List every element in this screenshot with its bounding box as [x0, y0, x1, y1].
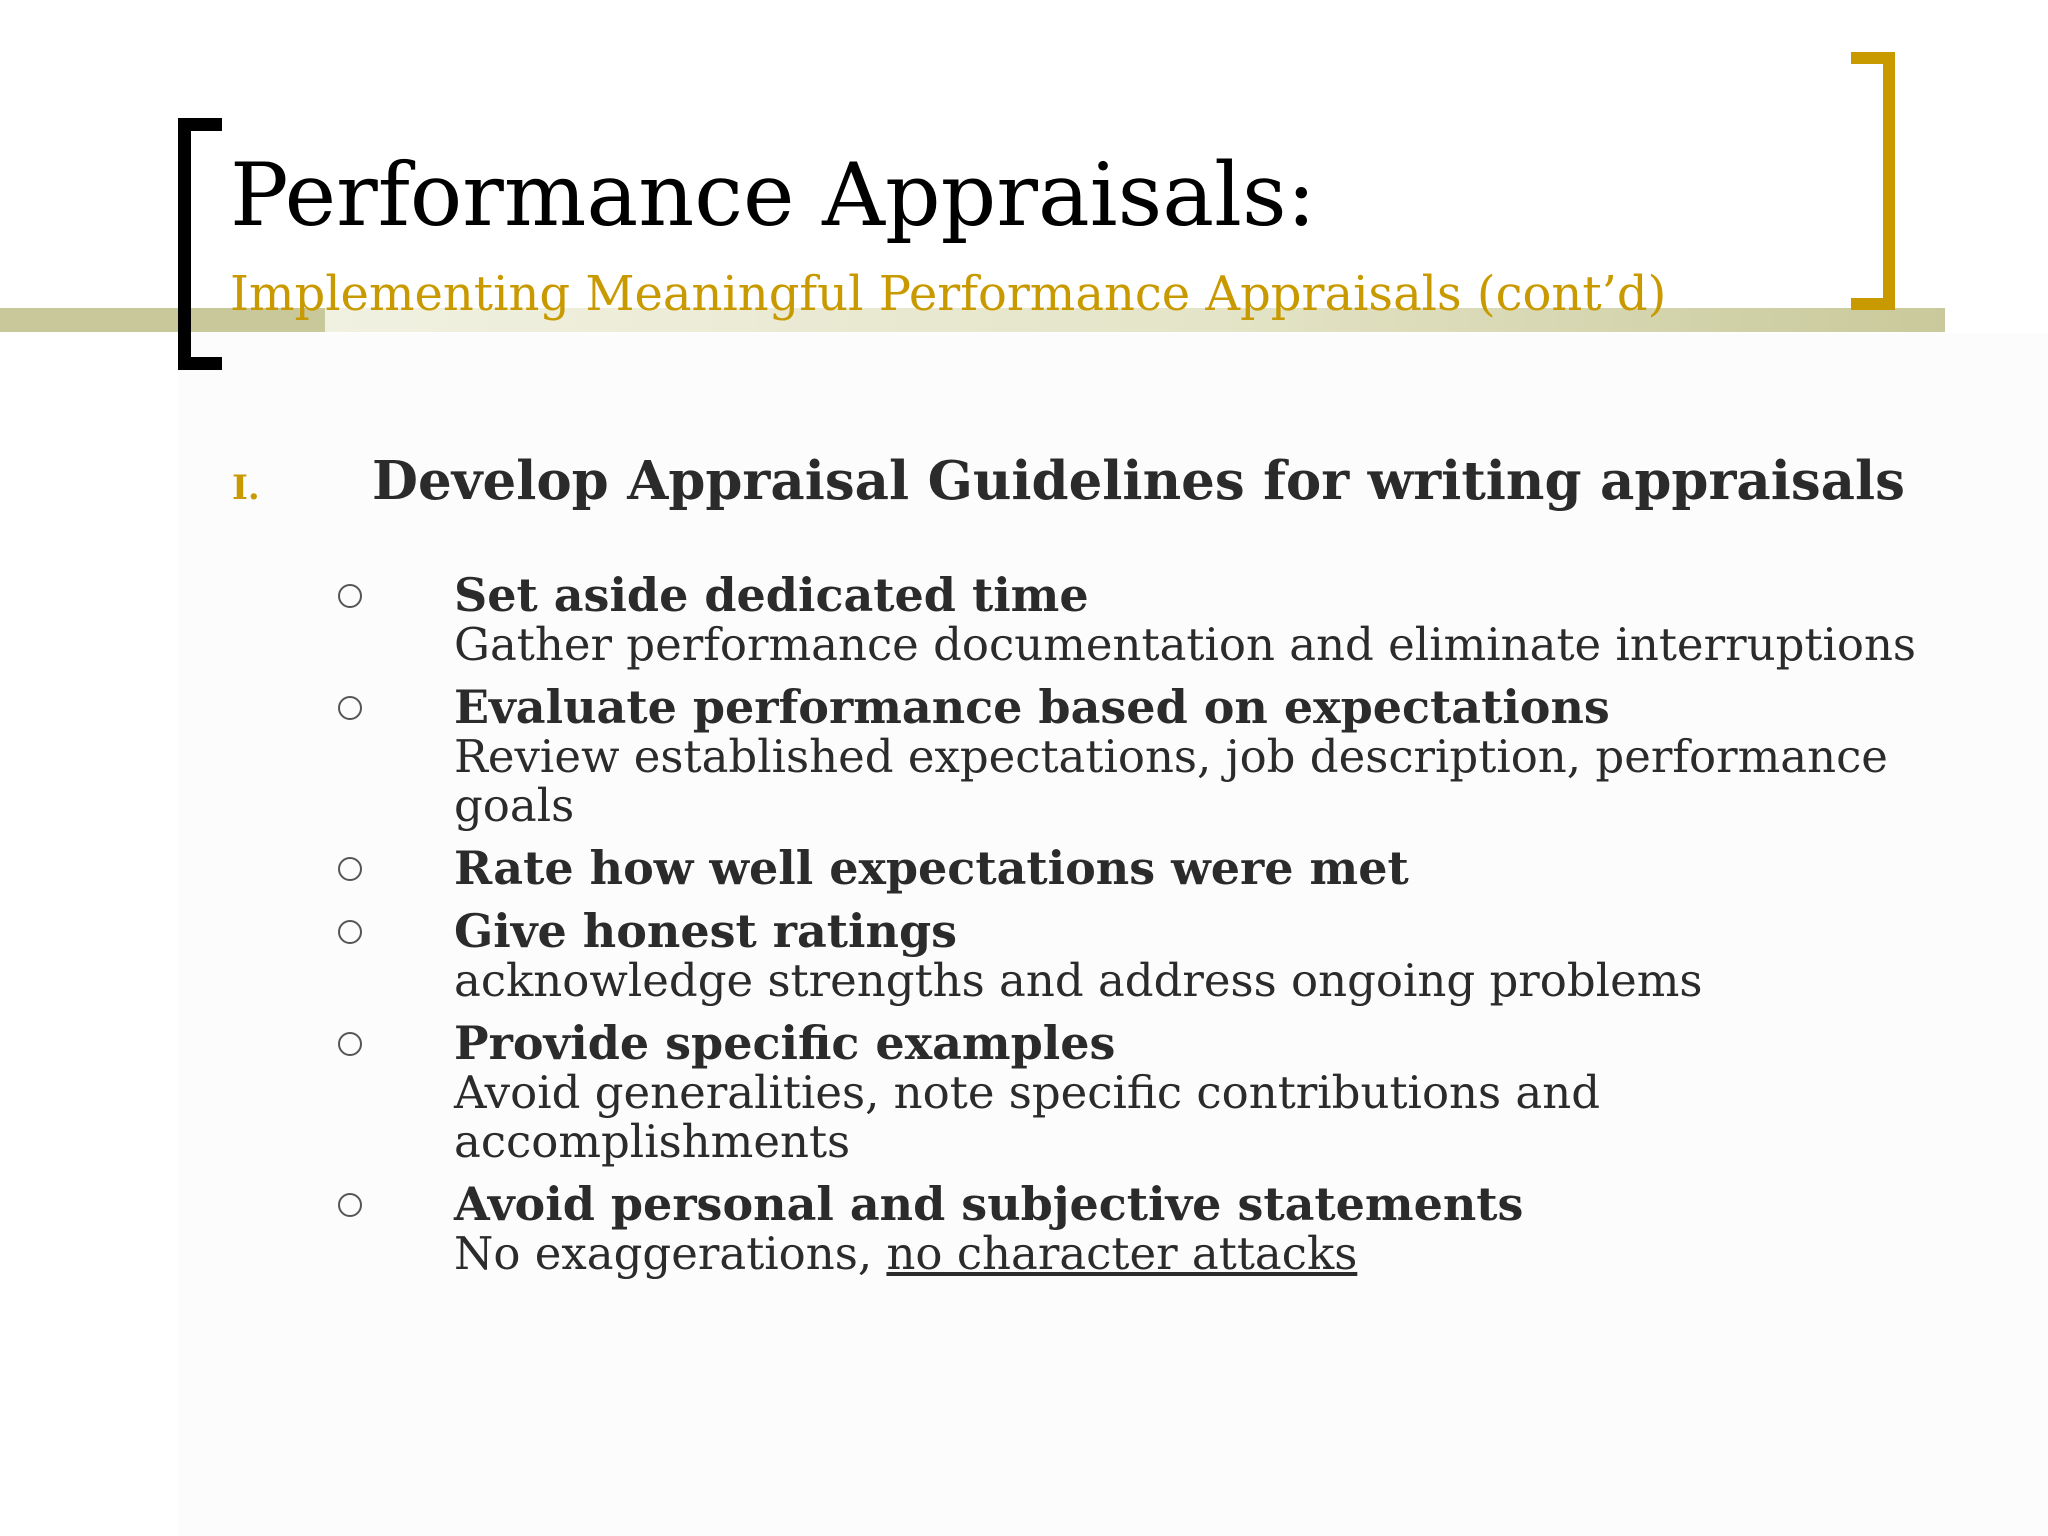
bullet-description-continued: accomplishments: [454, 1115, 851, 1168]
bullet-description-prefix: No exaggerations,: [454, 1227, 887, 1280]
bullet-item-evaluate-performance: [330, 682, 2030, 830]
bullet-heading: Provide specific examples: [454, 1016, 1116, 1070]
bullet-description: Review established expectations, job description, performance: [454, 730, 1888, 783]
hollow-circle-icon: [338, 920, 362, 944]
bullet-heading: Evaluate performance based on expectations: [454, 680, 1610, 734]
hollow-circle-icon: [338, 1032, 362, 1056]
hollow-circle-icon: [338, 857, 362, 881]
bullet-item-dedicated-time: [330, 570, 2030, 669]
bullet-item-avoid-personal-statements: [330, 1179, 2030, 1278]
underlined-phrase: no character attacks: [886, 1227, 1358, 1280]
bullet-description: acknowledge strengths and address ongoing problems: [454, 954, 1703, 1007]
hollow-circle-icon: [338, 696, 362, 720]
outline-marker: I.: [232, 468, 260, 508]
hollow-circle-icon: [338, 584, 362, 608]
outline-heading: Develop Appraisal Guidelines for writing appraisals: [372, 450, 1905, 512]
bullet-list: [330, 570, 2030, 1291]
bullet-heading: Avoid personal and subjective statements: [454, 1177, 1524, 1231]
bullet-heading: Rate how well expectations were met: [454, 841, 1409, 895]
left-bracket-decoration: [178, 118, 222, 370]
bullet-description: Avoid generalities, note specific contributions and: [454, 1066, 1601, 1119]
bullet-description-continued: goals: [454, 779, 575, 832]
bullet-description: [454, 1229, 2030, 1278]
bullet-description: Gather performance documentation and eliminate interruptions: [454, 618, 1917, 671]
bullet-heading: Set aside dedicated time: [454, 568, 1089, 622]
bullet-heading: Give honest ratings: [454, 904, 958, 958]
bullet-item-honest-ratings: [330, 906, 2030, 1005]
bullet-item-specific-examples: [330, 1018, 2030, 1166]
slide-subtitle: Implementing Meaningful Performance Appraisals (cont’d): [230, 266, 1667, 322]
bullet-item-rate-expectations: [330, 843, 2030, 893]
slide-title: Performance Appraisals:: [230, 144, 1316, 246]
hollow-circle-icon: [338, 1193, 362, 1217]
right-bracket-decoration: [1851, 52, 1895, 310]
